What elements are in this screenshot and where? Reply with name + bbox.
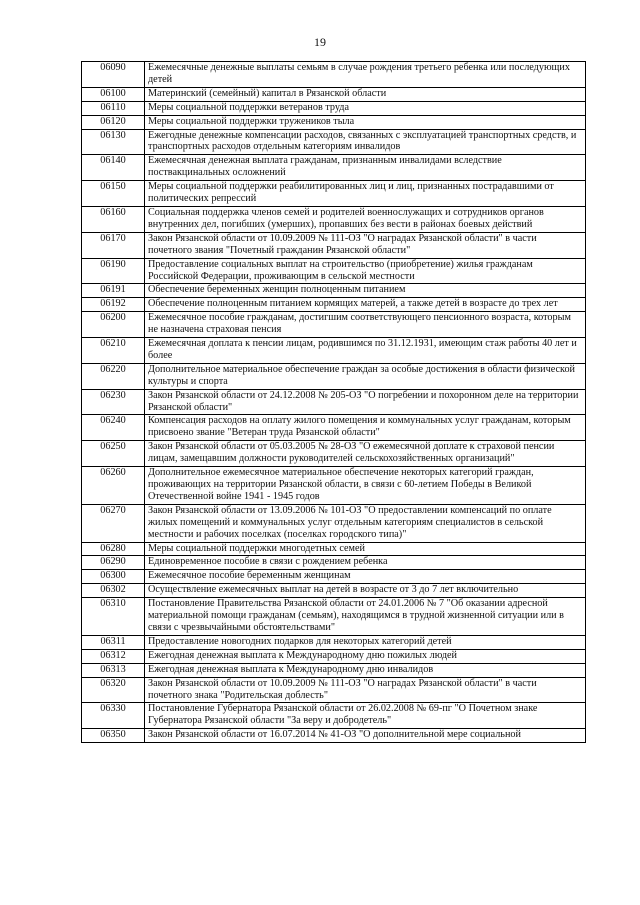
code-cell: 06270 [82,504,145,542]
description-cell: Закон Рязанской области от 10.09.2009 № 111-ОЗ "О наградах Рязанской области" в части почетного звания "Почетный гражданин Рязанской области" [145,232,586,258]
description-cell: Ежегодная денежная выплата к Международному дню пожилых людей [145,649,586,663]
description-cell: Закон Рязанской области от 24.12.2008 № 205-ОЗ "О погребении и похоронном деле на территории Рязанской области" [145,389,586,415]
description-cell: Меры социальной поддержки реабилитированных лиц и лиц, признанных пострадавшими от политических репрессий [145,181,586,207]
description-cell: Социальная поддержка членов семей и родителей военнослужащих и сотрудников органов внутренних дел, погибших (умерших), пропавших без вести в районах боевых действий [145,206,586,232]
code-cell: 06100 [82,87,145,101]
description-cell: Дополнительное материальное обеспечение граждан за особые достижения в области физической культуры и спорта [145,363,586,389]
table-row [82,389,586,415]
description-cell: Ежемесячное пособие гражданам, достигшим соответствующего пенсионного возраста, которым не назначена страховая пенсия [145,312,586,338]
table-row [82,570,586,584]
description-cell: Обеспечение беременных женщин полноценным питанием [145,284,586,298]
description-cell: Обеспечение полноценным питанием кормящих матерей, а также детей в возрасте до трех лет [145,298,586,312]
code-cell: 06140 [82,155,145,181]
description-cell: Единовременное пособие в связи с рождением ребенка [145,556,586,570]
description-cell: Дополнительное ежемесячное материальное обеспечение некоторых категорий граждан, проживающих на территории Рязанской области, в связи с 60-летием Победы в Великой Отечественной войне 1941 - 1945 годов [145,467,586,505]
description-cell: Меры социальной поддержки ветеранов труда [145,101,586,115]
description-cell: Ежемесячная денежная выплата гражданам, признанным инвалидами вследствие поствакцинальных осложнений [145,155,586,181]
code-cell: 06090 [82,62,145,88]
table-row [82,129,586,155]
code-cell: 06312 [82,649,145,663]
table-row [82,584,586,598]
table-row [82,598,586,636]
table-row [82,467,586,505]
table-row [82,115,586,129]
description-cell: Ежегодные денежные компенсации расходов, связанных с эксплуатацией транспортных средств, и транспортных расходов отдельным категориям инвалидов [145,129,586,155]
budget-codes-table [81,61,586,743]
code-cell: 06110 [82,101,145,115]
table-row [82,415,586,441]
code-cell: 06250 [82,441,145,467]
table-row [82,363,586,389]
code-cell: 06320 [82,677,145,703]
code-cell: 06150 [82,181,145,207]
code-cell: 06311 [82,635,145,649]
table-row [82,504,586,542]
description-cell: Постановление Правительства Рязанской области от 24.01.2006 № 7 "Об оказании адресной материальной помощи гражданам (семьям), находящимся в трудной жизненной ситуации или в связи с чрезвычайными обстоятельствами" [145,598,586,636]
code-cell: 06260 [82,467,145,505]
description-cell: Компенсация расходов на оплату жилого помещения и коммунальных услуг гражданам, которым присвоено звание "Ветеран труда Рязанской области" [145,415,586,441]
code-cell: 06240 [82,415,145,441]
table-row [82,101,586,115]
table-row [82,635,586,649]
table-row [82,181,586,207]
code-cell: 06190 [82,258,145,284]
code-cell: 06160 [82,206,145,232]
description-cell: Ежемесячное пособие беременным женщинам [145,570,586,584]
table-row [82,556,586,570]
table-row [82,62,586,88]
table-row [82,441,586,467]
table-row [82,298,586,312]
description-cell: Закон Рязанской области от 16.07.2014 № 41-ОЗ "О дополнительной мере социальной [145,729,586,743]
code-cell: 06192 [82,298,145,312]
code-cell: 06280 [82,542,145,556]
table-row [82,703,586,729]
description-cell: Предоставление социальных выплат на строительство (приобретение) жилья гражданам Российской Федерации, проживающим в сельской местности [145,258,586,284]
description-cell: Закон Рязанской области от 10.09.2009 № 111-ОЗ "О наградах Рязанской области" в части почетного знака "Родительская доблесть" [145,677,586,703]
code-cell: 06302 [82,584,145,598]
code-cell: 06220 [82,363,145,389]
page-number: 19 [314,35,326,49]
table-row [82,206,586,232]
description-cell: Меры социальной поддержки тружеников тыла [145,115,586,129]
code-cell: 06300 [82,570,145,584]
code-cell: 06230 [82,389,145,415]
table-body [82,62,586,743]
table-row [82,338,586,364]
code-cell: 06210 [82,338,145,364]
description-cell: Закон Рязанской области от 05.03.2005 № 28-ОЗ "О ежемесячной доплате к страховой пенсии лицам, замещавшим должности руководителей сельскохозяйственных организаций" [145,441,586,467]
table-row [82,677,586,703]
code-cell: 06350 [82,729,145,743]
table-row [82,258,586,284]
code-cell: 06130 [82,129,145,155]
description-cell: Меры социальной поддержки многодетных семей [145,542,586,556]
code-cell: 06191 [82,284,145,298]
code-cell: 06170 [82,232,145,258]
description-cell: Ежемесячная доплата к пенсии лицам, родившимся по 31.12.1931, имеющим стаж работы 40 лет и более [145,338,586,364]
description-cell: Материнский (семейный) капитал в Рязанской области [145,87,586,101]
table-row [82,155,586,181]
description-cell: Предоставление новогодних подарков для некоторых категорий детей [145,635,586,649]
table-row [82,663,586,677]
code-cell: 06290 [82,556,145,570]
table-row [82,729,586,743]
table-row [82,232,586,258]
table-row [82,284,586,298]
code-cell: 06120 [82,115,145,129]
code-cell: 06200 [82,312,145,338]
table-row [82,649,586,663]
code-cell: 06313 [82,663,145,677]
description-cell: Осуществление ежемесячных выплат на детей в возрасте от 3 до 7 лет включительно [145,584,586,598]
table-row [82,542,586,556]
description-cell: Постановление Губернатора Рязанской области от 26.02.2008 № 69-пг "О Почетном знаке Губернатора Рязанской области "За веру и добродетель" [145,703,586,729]
description-cell: Закон Рязанской области от 13.09.2006 № 101-ОЗ "О предоставлении компенсаций по оплате жилых помещений и коммунальных услуг отдельным категориям специалистов в сельской местности и рабочих поселках (поселках городского типа)" [145,504,586,542]
code-cell: 06310 [82,598,145,636]
description-cell: Ежемесячные денежные выплаты семьям в случае рождения третьего ребенка или последующих детей [145,62,586,88]
description-cell: Ежегодная денежная выплата к Международному дню инвалидов [145,663,586,677]
table-row [82,312,586,338]
table-row [82,87,586,101]
code-cell: 06330 [82,703,145,729]
